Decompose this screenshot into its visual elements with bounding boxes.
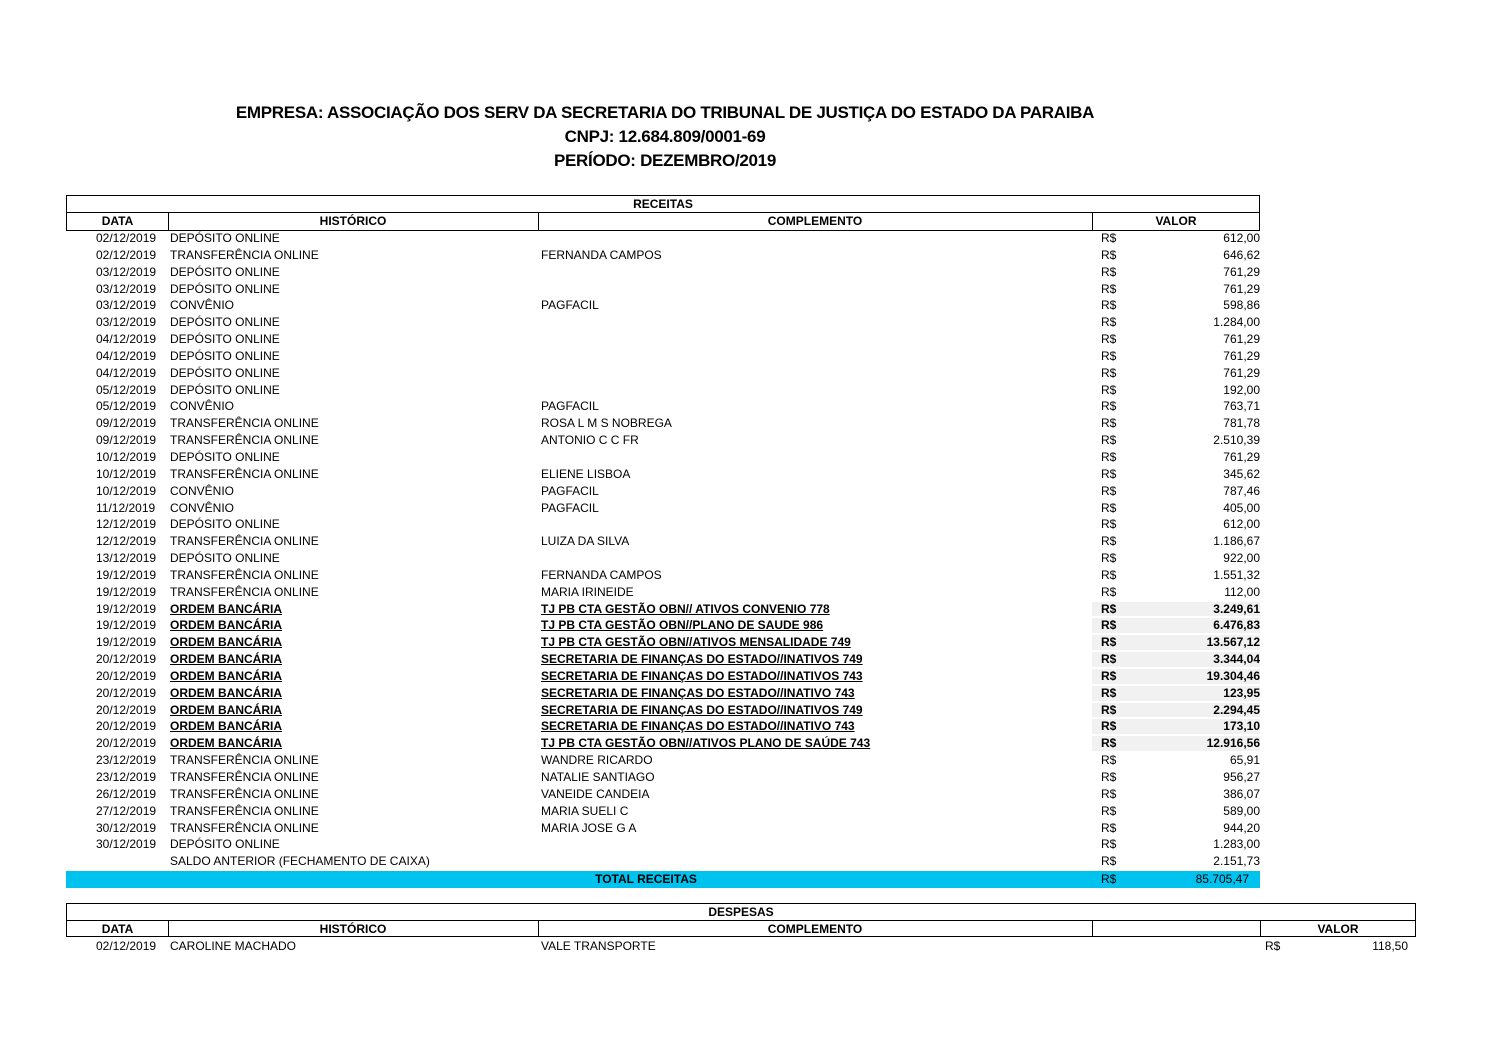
table-row (0, 533, 1497, 550)
cell-historico: DEPÓSITO ONLINE (170, 332, 280, 347)
cell-complemento: TJ PB CTA GESTÃO OBN//ATIVOS MENSALIDADE 749 (541, 635, 851, 650)
cell-complemento: PAGFACIL (541, 399, 599, 414)
cell-data: 05/12/2019 (96, 399, 157, 414)
cell-currency: R$ (1101, 719, 1117, 734)
cell-historico: DEPÓSITO ONLINE (170, 264, 280, 279)
cell-valor: 12.916,56 (1206, 736, 1260, 751)
col-header-historico: HISTÓRICO (319, 922, 387, 936)
cell-historico: CAROLINE MACHADO (170, 939, 297, 953)
cell-currency: R$ (1101, 264, 1117, 279)
table-row (0, 567, 1497, 584)
cell-historico: DEPÓSITO ONLINE (170, 551, 280, 566)
cell-data: 02/12/2019 (96, 247, 157, 262)
table-row (0, 449, 1497, 466)
cell-data: 02/12/2019 (96, 939, 157, 953)
cell-valor: 1.186,67 (1213, 534, 1260, 549)
cell-complemento: ROSA L M S NOBREGA (541, 416, 672, 431)
table-row (0, 331, 1497, 348)
cell-data: 03/12/2019 (96, 264, 157, 279)
cell-currency: R$ (1101, 601, 1117, 616)
table-row (0, 314, 1497, 331)
cell-valor: 386,07 (1223, 786, 1260, 801)
cell-complemento: MARIA IRINEIDE (541, 584, 634, 599)
cell-valor: 761,29 (1223, 365, 1260, 380)
cell-valor: 1.284,00 (1213, 315, 1260, 330)
cell-historico: TRANSFERÊNCIA ONLINE (170, 770, 319, 784)
cell-historico: DEPÓSITO ONLINE (170, 231, 280, 245)
cell-historico: ORDEM BANCÁRIA (170, 685, 282, 700)
cell-complemento: TJ PB CTA GESTÃO OBN// ATIVOS CONVENIO 778 (541, 601, 830, 616)
cell-data: 20/12/2019 (96, 719, 157, 734)
cell-currency: R$ (1101, 281, 1117, 296)
despesas-header-divider (67, 920, 1415, 921)
cell-valor: 761,29 (1223, 449, 1260, 464)
cell-valor: 922,00 (1223, 551, 1260, 566)
cell-valor: 956,27 (1223, 770, 1260, 784)
column-separator (1092, 920, 1093, 936)
table-row (0, 247, 1497, 264)
table-row (0, 718, 1497, 735)
cell-valor: 598,86 (1223, 298, 1260, 313)
cell-data: 27/12/2019 (96, 803, 157, 818)
table-row (0, 415, 1497, 432)
table-row (0, 820, 1497, 837)
cell-valor: 761,29 (1223, 348, 1260, 363)
table-row (0, 500, 1497, 517)
table-row (0, 516, 1497, 533)
cell-historico: DEPÓSITO ONLINE (170, 449, 280, 464)
cell-currency: R$ (1101, 652, 1117, 667)
cell-historico: ORDEM BANCÁRIA (170, 668, 282, 683)
cell-historico: ORDEM BANCÁRIA (170, 618, 282, 633)
cell-data: 12/12/2019 (96, 534, 157, 549)
cell-complemento: SECRETARIA DE FINANÇAS DO ESTADO//INATIVOS 743 (541, 668, 863, 683)
cell-complemento: PAGFACIL (541, 483, 599, 498)
table-row (0, 617, 1497, 634)
col-header-complemento: COMPLEMENTO (767, 214, 863, 228)
cell-valor: 589,00 (1223, 803, 1260, 818)
cell-currency: R$ (1101, 584, 1117, 599)
cell-complemento: TJ PB CTA GESTÃO OBN//ATIVOS PLANO DE SAÚDE 743 (541, 736, 871, 751)
company-name: EMPRESA: ASSOCIAÇÃO DOS SERV DA SECRETARIA DO TRIBUNAL DE JUSTIÇA DO ESTADO DA PARAIBA (235, 103, 1095, 122)
cell-data: 30/12/2019 (96, 837, 157, 852)
cell-currency: R$ (1101, 567, 1117, 582)
cell-currency: R$ (1101, 618, 1117, 633)
table-row (0, 803, 1497, 820)
cell-historico: TRANSFERÊNCIA ONLINE (170, 416, 319, 431)
cell-currency: R$ (1101, 770, 1117, 784)
cell-historico: DEPÓSITO ONLINE (170, 315, 280, 330)
cell-currency: R$ (1101, 803, 1117, 818)
cell-data: 09/12/2019 (96, 416, 157, 431)
cell-historico: CONVÊNIO (170, 298, 235, 313)
cell-data: 04/12/2019 (96, 365, 157, 380)
table-row (0, 786, 1497, 803)
cell-currency: R$ (1101, 854, 1117, 869)
table-row (0, 483, 1497, 500)
cell-currency: R$ (1101, 837, 1117, 852)
total-label: TOTAL RECEITAS (595, 872, 697, 886)
table-row (0, 398, 1497, 415)
cell-currency: R$ (1101, 449, 1117, 464)
cell-data: 19/12/2019 (96, 584, 157, 599)
cell-historico: DEPÓSITO ONLINE (170, 517, 280, 532)
cell-historico: ORDEM BANCÁRIA (170, 702, 282, 717)
cell-valor: 1.283,00 (1213, 837, 1260, 852)
cell-complemento: FERNANDA CAMPOS (541, 247, 662, 262)
cell-valor: 2.151,73 (1213, 854, 1260, 869)
cell-currency: R$ (1101, 365, 1117, 380)
cell-complemento: SECRETARIA DE FINANÇAS DO ESTADO//INATIVOS 749 (541, 652, 863, 667)
cell-complemento: TJ PB CTA GESTÃO OBN//PLANO DE SAUDE 986 (541, 618, 824, 633)
cell-historico: ORDEM BANCÁRIA (170, 635, 282, 650)
cell-historico: TRANSFERÊNCIA ONLINE (170, 820, 319, 835)
table-row (0, 668, 1497, 685)
cell-valor: 612,00 (1223, 517, 1260, 532)
cell-currency: R$ (1101, 332, 1117, 347)
cell-valor: 761,29 (1223, 264, 1260, 279)
cell-historico: TRANSFERÊNCIA ONLINE (170, 534, 319, 549)
cell-data: 23/12/2019 (96, 753, 157, 768)
cell-valor: 19.304,46 (1206, 668, 1260, 683)
cell-complemento: ELIENE LISBOA (541, 466, 631, 481)
cnpj: CNPJ: 12.684.809/0001-69 (564, 127, 766, 146)
cell-complemento: ANTONIO C C FR (541, 433, 639, 448)
cell-data: 09/12/2019 (96, 433, 157, 448)
cell-historico: DEPÓSITO ONLINE (170, 382, 280, 397)
cell-valor: 646,62 (1223, 247, 1260, 262)
table-row (0, 264, 1497, 281)
cell-data: 05/12/2019 (96, 382, 157, 397)
cell-complemento: VALE TRANSPORTE (541, 939, 656, 953)
table-row (0, 466, 1497, 483)
cell-currency: R$ (1101, 382, 1117, 397)
cell-complemento: LUIZA DA SILVA (541, 534, 630, 549)
cell-currency: R$ (1101, 416, 1117, 431)
cell-currency: R$ (1101, 466, 1117, 481)
cell-valor: 781,78 (1223, 416, 1260, 431)
cell-valor: 192,00 (1223, 382, 1260, 397)
cell-currency: R$ (1101, 753, 1117, 768)
cell-valor: 1.551,32 (1213, 567, 1260, 582)
cell-historico: DEPÓSITO ONLINE (170, 837, 280, 852)
col-header-valor: VALOR (1317, 922, 1359, 936)
cell-currency: R$ (1101, 247, 1117, 262)
cell-valor: 3.344,04 (1213, 652, 1260, 667)
cell-valor: 123,95 (1223, 685, 1260, 700)
cell-currency: R$ (1101, 736, 1117, 751)
cell-valor: 761,29 (1223, 281, 1260, 296)
cell-valor: 787,46 (1223, 483, 1260, 498)
table-row (0, 836, 1497, 853)
cell-currency: R$ (1101, 635, 1117, 650)
cell-data: 04/12/2019 (96, 348, 157, 363)
cell-data: 03/12/2019 (96, 315, 157, 330)
cell-historico: ORDEM BANCÁRIA (170, 736, 282, 751)
table-row (0, 297, 1497, 314)
cell-valor: 405,00 (1223, 500, 1260, 515)
cell-valor: 13.567,12 (1206, 635, 1260, 650)
cell-data: 10/12/2019 (96, 483, 157, 498)
cell-valor: 761,29 (1223, 332, 1260, 347)
cell-currency: R$ (1101, 517, 1117, 532)
cell-data: 19/12/2019 (96, 567, 157, 582)
table-row (0, 281, 1497, 298)
cell-historico: DEPÓSITO ONLINE (170, 365, 280, 380)
table-row (0, 584, 1497, 601)
cell-historico: TRANSFERÊNCIA ONLINE (170, 247, 319, 262)
col-header-historico: HISTÓRICO (319, 214, 387, 228)
cell-complemento: SECRETARIA DE FINANÇAS DO ESTADO//INATIVO 743 (541, 719, 855, 734)
cell-currency: R$ (1101, 433, 1117, 448)
table-row (0, 634, 1497, 651)
cell-historico: TRANSFERÊNCIA ONLINE (170, 433, 319, 448)
cell-currency: R$ (1101, 702, 1117, 717)
cell-valor: 612,00 (1223, 231, 1260, 245)
cell-historico: TRANSFERÊNCIA ONLINE (170, 786, 319, 801)
cell-currency: R$ (1101, 399, 1117, 414)
cell-data: 20/12/2019 (96, 736, 157, 751)
cell-historico: CONVÊNIO (170, 500, 235, 515)
cell-complemento: SECRETARIA DE FINANÇAS DO ESTADO//INATIVOS 749 (541, 702, 863, 717)
despesas-row (0, 938, 1497, 955)
table-row (0, 651, 1497, 668)
cell-valor: 65,91 (1229, 753, 1260, 768)
cell-currency: R$ (1265, 939, 1281, 953)
cell-currency: R$ (1101, 231, 1117, 245)
table-row (0, 432, 1497, 449)
receitas-table (0, 230, 1497, 870)
cell-data: 20/12/2019 (96, 685, 157, 700)
cell-historico: DEPÓSITO ONLINE (170, 281, 280, 296)
cell-data: 02/12/2019 (96, 231, 157, 245)
cell-currency: R$ (1101, 483, 1117, 498)
cell-historico: ORDEM BANCÁRIA (170, 652, 282, 667)
cell-currency: R$ (1101, 786, 1117, 801)
cell-data: 10/12/2019 (96, 466, 157, 481)
cell-complemento: MARIA SUELI C (541, 803, 629, 818)
despesas-title: DESPESAS (708, 905, 774, 919)
cell-data: 04/12/2019 (96, 332, 157, 347)
cell-currency: R$ (1101, 551, 1117, 566)
col-header-valor: VALOR (1155, 214, 1197, 228)
cell-historico: ORDEM BANCÁRIA (170, 601, 282, 616)
cell-data: 10/12/2019 (96, 449, 157, 464)
cell-valor: 173,10 (1223, 719, 1260, 734)
cell-data: 19/12/2019 (96, 601, 157, 616)
cell-valor: 118,50 (1372, 939, 1408, 953)
cell-historico: SALDO ANTERIOR (FECHAMENTO DE CAIXA) (170, 854, 430, 869)
cell-currency: R$ (1101, 315, 1117, 330)
table-row (0, 230, 1497, 247)
cell-valor: 3.249,61 (1213, 601, 1260, 616)
col-header-complemento: COMPLEMENTO (767, 922, 863, 936)
cell-currency: R$ (1101, 668, 1117, 683)
receitas-header-divider (67, 212, 1259, 213)
cell-historico: TRANSFERÊNCIA ONLINE (170, 584, 319, 599)
col-header-data: DATA (101, 214, 134, 228)
cell-historico: DEPÓSITO ONLINE (170, 348, 280, 363)
table-row (0, 735, 1497, 752)
total-receitas-row (66, 871, 1260, 888)
cell-complemento: FERNANDA CAMPOS (541, 567, 662, 582)
cell-complemento: MARIA JOSE G A (541, 820, 637, 835)
cell-historico: ORDEM BANCÁRIA (170, 719, 282, 734)
table-row (0, 769, 1497, 786)
cell-data: 20/12/2019 (96, 702, 157, 717)
cell-complemento: SECRETARIA DE FINANÇAS DO ESTADO//INATIVO 743 (541, 685, 855, 700)
cell-valor: 112,00 (1224, 584, 1260, 599)
cell-complemento: PAGFACIL (541, 500, 599, 515)
cell-complemento: WANDRE RICARDO (541, 753, 653, 768)
cell-data: 19/12/2019 (96, 635, 157, 650)
cell-complemento: NATALIE SANTIAGO (541, 770, 655, 784)
cell-data: 20/12/2019 (96, 652, 157, 667)
table-row (0, 853, 1497, 870)
total-currency: R$ (1101, 872, 1117, 886)
cell-historico: CONVÊNIO (170, 483, 235, 498)
cell-valor: 763,71 (1223, 399, 1260, 414)
cell-data: 13/12/2019 (96, 551, 157, 566)
table-row (0, 752, 1497, 769)
total-value: 85.705,47 (1195, 872, 1249, 886)
cell-currency: R$ (1101, 534, 1117, 549)
col-header-data: DATA (101, 922, 134, 936)
receitas-header (66, 195, 1260, 231)
receitas-title: RECEITAS (633, 197, 693, 211)
cell-currency: R$ (1101, 348, 1117, 363)
cell-data: 03/12/2019 (96, 298, 157, 313)
despesas-header (66, 903, 1416, 937)
cell-currency: R$ (1101, 500, 1117, 515)
cell-complemento: VANEIDE CANDEIA (541, 786, 650, 801)
cell-historico: TRANSFERÊNCIA ONLINE (170, 803, 319, 818)
period: PERÍODO: DEZEMBRO/2019 (553, 151, 776, 170)
cell-valor: 2.510,39 (1213, 433, 1260, 448)
cell-currency: R$ (1101, 298, 1117, 313)
cell-currency: R$ (1101, 685, 1117, 700)
cell-historico: TRANSFERÊNCIA ONLINE (170, 567, 319, 582)
table-row (0, 702, 1497, 719)
table-row (0, 601, 1497, 618)
cell-historico: TRANSFERÊNCIA ONLINE (170, 466, 319, 481)
cell-valor: 345,62 (1223, 466, 1260, 481)
cell-data: 26/12/2019 (96, 786, 157, 801)
table-row (0, 382, 1497, 399)
cell-data: 19/12/2019 (96, 618, 157, 633)
table-row (0, 348, 1497, 365)
cell-valor: 2.294,45 (1213, 702, 1260, 717)
cell-valor: 944,20 (1223, 820, 1260, 835)
table-row (0, 685, 1497, 702)
cell-data: 12/12/2019 (96, 517, 157, 532)
cell-valor: 6.476,83 (1213, 618, 1260, 633)
cell-historico: CONVÊNIO (170, 399, 235, 414)
cell-data: 03/12/2019 (96, 281, 157, 296)
cell-data: 30/12/2019 (96, 820, 157, 835)
cell-currency: R$ (1101, 820, 1117, 835)
cell-data: 11/12/2019 (96, 500, 156, 515)
cell-complemento: PAGFACIL (541, 298, 599, 313)
cell-data: 23/12/2019 (96, 770, 157, 784)
cell-historico: TRANSFERÊNCIA ONLINE (170, 753, 319, 768)
table-row (0, 365, 1497, 382)
cell-data: 20/12/2019 (96, 668, 157, 683)
table-row (0, 550, 1497, 567)
